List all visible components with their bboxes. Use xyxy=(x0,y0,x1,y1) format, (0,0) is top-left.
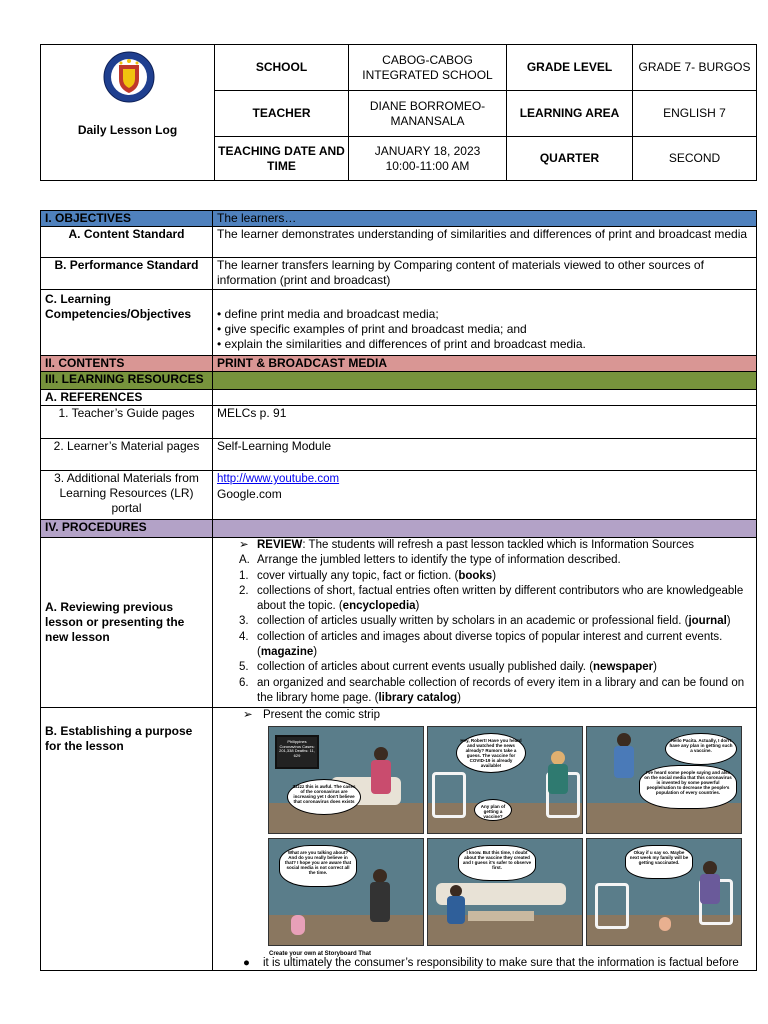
answer: newspaper xyxy=(593,661,654,674)
date-value-cell xyxy=(349,137,507,181)
comic-panel-1: Philippines Coronavirus Cases: 201,338 Deaths: 11, 629 Zzzzz this is awful. The cases of the coronavirus are increasing yet I don't believe that coronavirus does exists xyxy=(268,726,424,834)
tv-screen: Philippines Coronavirus Cases: 201,338 Deaths: 11, 629 xyxy=(275,735,319,769)
comic-panel-5: I know. But this time, I doubt about the vaccine they created and I guess it's safer to observe first. xyxy=(427,838,583,946)
tg-value: MELCs p. 91 xyxy=(213,406,757,439)
procedures-heading: IV. PROCEDURES xyxy=(41,520,213,538)
competencies-label: C. Learning Competencies/Objectives xyxy=(41,290,213,356)
review-bold: REVIEW xyxy=(257,539,303,551)
objectives-row xyxy=(41,211,757,227)
resources-heading: III. LEARNING RESOURCES xyxy=(41,372,213,390)
quarter-value: SECOND xyxy=(633,137,757,181)
tg-label: 1. Teacher’s Guide pages xyxy=(41,406,213,439)
additional-materials-cell xyxy=(213,471,757,520)
list-item: • define print media and broadcast media; xyxy=(217,307,752,322)
lesson-table xyxy=(40,210,757,971)
review-content xyxy=(213,538,756,706)
teacher-label: TEACHER xyxy=(215,91,349,137)
procedure-b-label: B. Establishing a purpose for the lesson xyxy=(41,708,213,971)
school-value: CABOG-CABOG INTEGRATED SCHOOL xyxy=(349,45,507,91)
school-label: SCHOOL xyxy=(215,45,349,91)
procedure-a-label: A. Reviewing previous lesson or presenting the new lesson xyxy=(41,538,213,708)
grade-label: GRADE LEVEL xyxy=(507,45,633,91)
arrow-bullet-icon: ➢ xyxy=(239,539,249,551)
comic-panel-2: Hey, Robert! Have you heard and watched the news already? Rumors take a guess. The vaccine for COVID-19 is already available! Any plan of getting a vaccine? xyxy=(427,726,583,834)
procedures-row xyxy=(41,520,757,538)
quarter-label: QUARTER xyxy=(507,137,633,181)
answer: books xyxy=(458,569,493,582)
content-standard-label: A. Content Standard xyxy=(41,227,213,258)
comic-section xyxy=(213,708,756,970)
comic-panel-4: What are you talking about? And do you really believe in that? I hope you are aware that social media is not correct all the time. xyxy=(268,838,424,946)
closing-statement: ● it is ultimately the consumer’s responsibility to make sure that the information is factual before xyxy=(213,956,739,971)
list-item: 2. collections of short, factual entries often written by different contributors who are knowledgeable about the topic. (encyclopedia) xyxy=(239,584,744,613)
competencies-cell xyxy=(213,290,757,356)
arrow-bullet-icon: ➢ xyxy=(243,709,253,721)
comic-panel-3: Hello Pacita. Actually, I don't have any plan in getting such a vaccine. I've heard some people saying and also on the social media that this coronavirus is invented by some powerful people/nation to decrease the people's population of every countries. xyxy=(586,726,742,834)
resources-row xyxy=(41,372,757,390)
comic-intro: Present the comic strip xyxy=(263,709,380,721)
date-value: JANUARY 18, 2023 xyxy=(374,143,481,158)
list-item: 1. cover virtually any topic, fact or fiction. (books) xyxy=(239,569,497,582)
answer: magazine xyxy=(260,646,314,659)
list-item: • explain the similarities and differences of print and broadcast media. xyxy=(217,337,752,352)
review-text: : The students will refresh a past lesson tackled which is Information Sources xyxy=(302,539,694,551)
lm-label: 2. Learner’s Material pages xyxy=(41,439,213,471)
doc-label: Daily Lesson Log xyxy=(77,123,178,137)
list-item: 3. collection of articles usually written by scholars in an academic or professional field. (journal) xyxy=(239,615,731,628)
content-standard-value: The learner demonstrates understanding of similarities and differences of print and broadcast media xyxy=(213,227,757,258)
list-item: • give specific examples of print and broadcast media; and xyxy=(217,322,752,337)
youtube-link[interactable]: http://www.youtube.com xyxy=(217,473,340,485)
deped-seal-icon xyxy=(103,51,155,119)
google-value: Google.com xyxy=(217,487,282,501)
contents-value: PRINT & BROADCAST MEDIA xyxy=(213,356,757,372)
answer: encyclopedia xyxy=(342,600,416,613)
contents-heading: II. CONTENTS xyxy=(41,356,213,372)
instruction-marker: A. xyxy=(239,554,250,567)
contents-row xyxy=(41,356,757,372)
references-label: A. REFERENCES xyxy=(41,390,213,406)
objectives-intro: The learners… xyxy=(213,211,757,227)
area-label: LEARNING AREA xyxy=(507,91,633,137)
answer: journal xyxy=(688,615,727,628)
list-item: 6. an organized and searchable collection of records of every item in a library and can be found on the library home page. (library catalog) xyxy=(239,676,745,704)
additional-materials-label: 3. Additional Materials from Learning Resources (LR) portal xyxy=(41,471,213,520)
area-value: ENGLISH 7 xyxy=(633,91,757,137)
procedure-b-cell xyxy=(213,708,757,971)
procedure-a-cell xyxy=(213,538,757,708)
comic-credit: Create your own at Storyboard That xyxy=(269,951,372,957)
grade-value: GRADE 7- BURGOS xyxy=(633,45,757,91)
list-item: 5. collection of articles about current events usually published daily. (newspaper) xyxy=(239,661,657,674)
answer: library catalog xyxy=(378,691,458,704)
list-item: 4. collection of articles and images about diverse topics of popular interest and current events. (magazine) xyxy=(239,630,723,659)
comic-panel-6: Okay if u say so. Maybe next week my family will be getting vaccinated. xyxy=(586,838,742,946)
logo-cell xyxy=(41,45,215,181)
performance-standard-value: The learner transfers learning by Comparing content of materials viewed to other sources of information (print and broadcast) xyxy=(213,258,757,290)
instruction-text: Arrange the jumbled letters to identify the type of information described. xyxy=(257,554,621,567)
time-value: 10:00-11:00 AM xyxy=(385,158,470,173)
header-table xyxy=(40,44,757,181)
date-label: TEACHING DATE AND TIME xyxy=(215,137,349,181)
objectives-heading: I. OBJECTIVES xyxy=(41,211,213,227)
competencies-list xyxy=(217,307,752,352)
teacher-value: DIANE BORROMEO-MANANSALA xyxy=(349,91,507,137)
lm-value: Self-Learning Module xyxy=(213,439,757,471)
performance-standard-label: B. Performance Standard xyxy=(41,258,213,290)
bullet-icon: ● xyxy=(243,957,250,969)
